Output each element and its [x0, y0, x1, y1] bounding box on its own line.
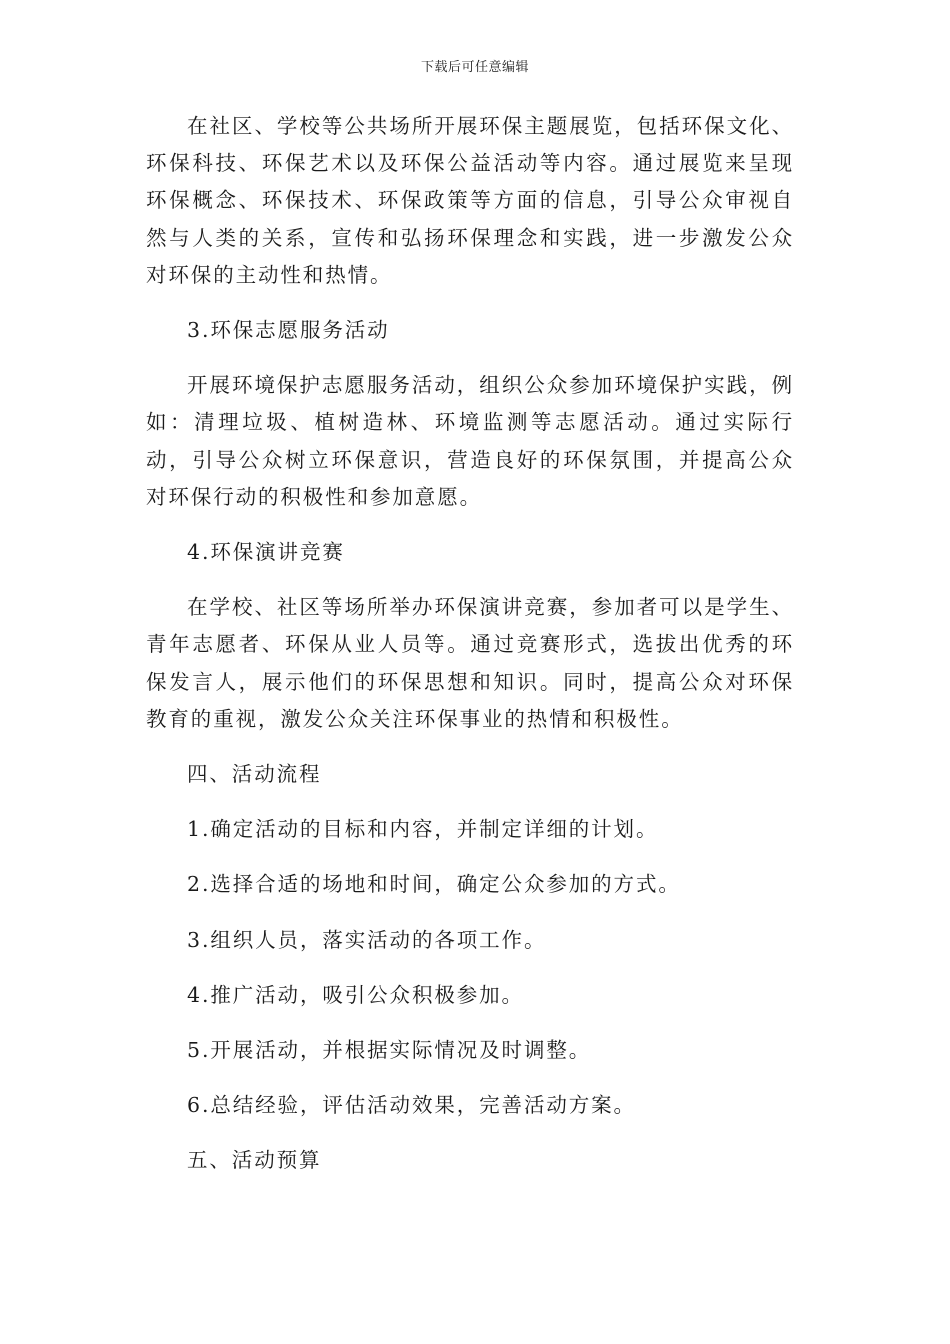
heading-speech-contest: 4.环保演讲竞赛	[187, 540, 345, 565]
process-step-6: 6.总结经验，评估活动效果，完善活动方案。	[187, 1093, 636, 1118]
process-step-5: 5.开展活动，并根据实际情况及时调整。	[187, 1038, 592, 1063]
paragraph-speech-contest: 在学校、社区等场所举办环保演讲竞赛，参加者可以是学生、青年志愿者、环保从业人员等。通过竞赛形式，选拔出优秀的环保发言人，展示他们的环保思想和知识。同时，提高公众对环保教育的重视，激发公众关注环保事业的热情和积极性。	[146, 595, 794, 731]
process-step-3: 3.组织人员，落实活动的各项工作。	[187, 927, 547, 952]
process-step-2: 2.选择合适的场地和时间，确定公众参加的方式。	[187, 872, 681, 897]
process-step-1: 1.确定活动的目标和内容，并制定详细的计划。	[187, 817, 659, 842]
page-header: 下载后可任意编辑	[420, 60, 529, 75]
paragraph-exhibition: 在社区、学校等公共场所开展环保主题展览，包括环保文化、环保科技、环保艺术以及环保公益活动等内容。通过展览来呈现环保概念、环保技术、环保政策等方面的信息，引导公众审视自然与人类的关系，宣传和弘扬环保理念和实践，进一步激发公众对环保的主动性和热情。	[146, 114, 794, 287]
document-body	[146, 108, 794, 1180]
heading-volunteer-service: 3.环保志愿服务活动	[187, 318, 390, 343]
section-heading-budget: 五、活动预算	[187, 1148, 322, 1173]
process-step-4: 4.推广活动，吸引公众积极参加。	[187, 982, 524, 1007]
section-heading-process: 四、活动流程	[187, 762, 322, 787]
paragraph-volunteer-service: 开展环境保护志愿服务活动，组织公众参加环境保护实践，例如：清理垃圾、植树造林、环境监测等志愿活动。通过实际行动，引导公众树立环保意识，营造良好的环保氛围，并提高公众对环保行动的积极性和参加意愿。	[146, 373, 794, 509]
